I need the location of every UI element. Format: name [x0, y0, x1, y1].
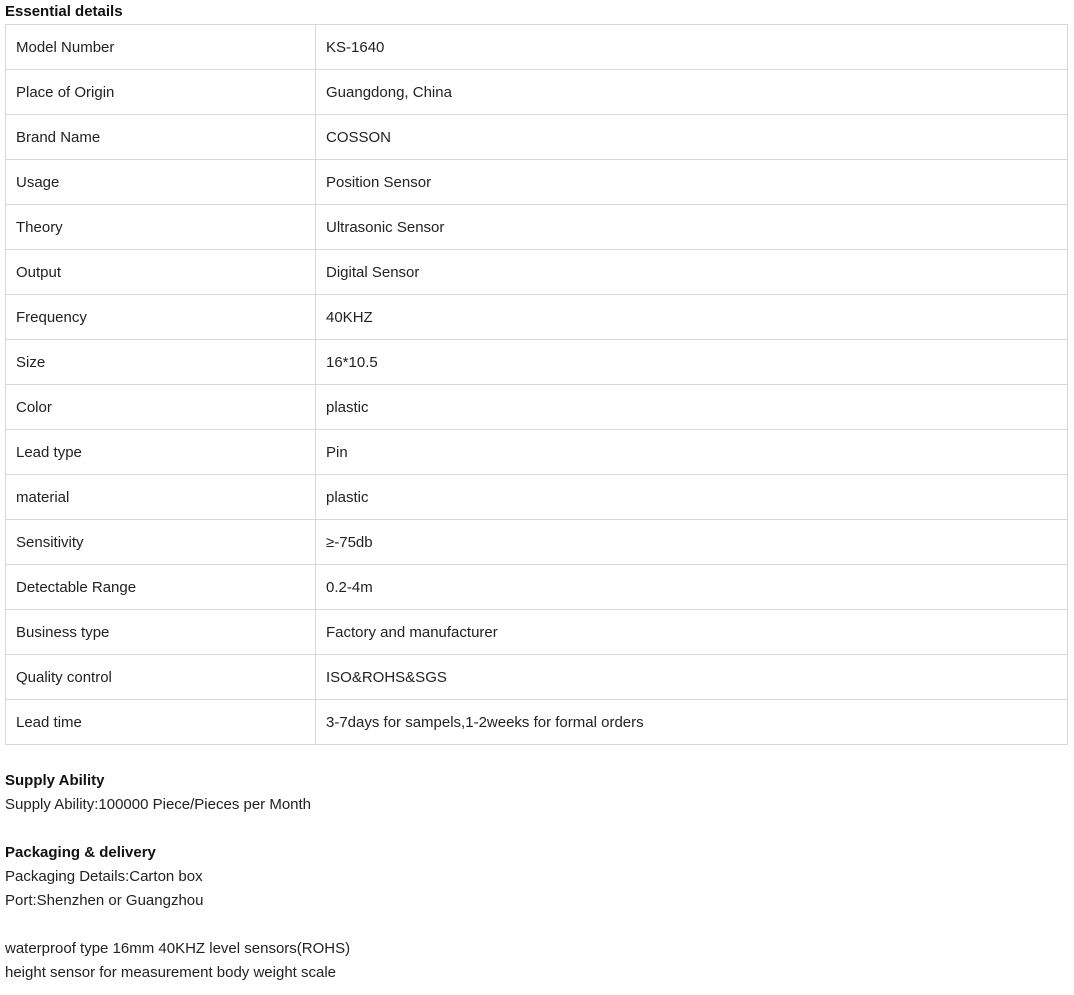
spec-label: Place of Origin	[6, 70, 316, 115]
spec-value: KS-1640	[316, 25, 1068, 70]
table-row	[6, 205, 1068, 250]
spec-label: Brand Name	[6, 115, 316, 160]
essential-details-table	[5, 24, 1068, 745]
table-row	[6, 340, 1068, 385]
spec-value: Ultrasonic Sensor	[316, 205, 1068, 250]
supply-ability-text: Supply Ability:100000 Piece/Pieces per Month	[5, 796, 312, 813]
spec-label: Detectable Range	[6, 565, 316, 610]
spec-value: plastic	[316, 475, 1068, 520]
port-text: Port:Shenzhen or Guangzhou	[5, 892, 204, 909]
essential-details-title: Essential details	[5, 3, 123, 20]
spec-value: Factory and manufacturer	[316, 610, 1068, 655]
table-row	[6, 520, 1068, 565]
spec-label: Sensitivity	[6, 520, 316, 565]
spec-value: ISO&ROHS&SGS	[316, 655, 1068, 700]
spec-value: Pin	[316, 430, 1068, 475]
description-line-2: height sensor for measurement body weight scale	[5, 964, 337, 981]
spec-label: Theory	[6, 205, 316, 250]
packaging-delivery-title: Packaging & delivery	[5, 844, 156, 861]
table-row	[6, 700, 1068, 745]
spec-value: COSSON	[316, 115, 1068, 160]
table-row	[6, 385, 1068, 430]
spec-label: Lead time	[6, 700, 316, 745]
spec-label: Usage	[6, 160, 316, 205]
spec-value: 16*10.5	[316, 340, 1068, 385]
packaging-details-text: Packaging Details:Carton box	[5, 868, 203, 885]
table-row	[6, 655, 1068, 700]
spec-label: Size	[6, 340, 316, 385]
supply-ability-title: Supply Ability	[5, 772, 105, 789]
spec-value: 0.2-4m	[316, 565, 1068, 610]
spec-value: plastic	[316, 385, 1068, 430]
table-row	[6, 115, 1068, 160]
table-row	[6, 565, 1068, 610]
specs-table-body	[6, 25, 1068, 745]
spec-label: Output	[6, 250, 316, 295]
spec-value: 40KHZ	[316, 295, 1068, 340]
spec-label: material	[6, 475, 316, 520]
table-row	[6, 610, 1068, 655]
spec-value: Guangdong, China	[316, 70, 1068, 115]
table-row	[6, 160, 1068, 205]
spec-label: Model Number	[6, 25, 316, 70]
spec-label: Business type	[6, 610, 316, 655]
spec-value: Digital Sensor	[316, 250, 1068, 295]
table-row	[6, 25, 1068, 70]
table-row	[6, 475, 1068, 520]
table-row	[6, 430, 1068, 475]
spec-value: Position Sensor	[316, 160, 1068, 205]
spec-label: Quality control	[6, 655, 316, 700]
spec-value: 3-7days for sampels,1-2weeks for formal orders	[316, 700, 1068, 745]
spec-label: Lead type	[6, 430, 316, 475]
table-row	[6, 250, 1068, 295]
spec-label: Frequency	[6, 295, 316, 340]
description-line-1: waterproof type 16mm 40KHZ level sensors(ROHS)	[5, 940, 351, 957]
table-row	[6, 295, 1068, 340]
spec-value: ≥-75db	[316, 520, 1068, 565]
table-row	[6, 70, 1068, 115]
spec-label: Color	[6, 385, 316, 430]
